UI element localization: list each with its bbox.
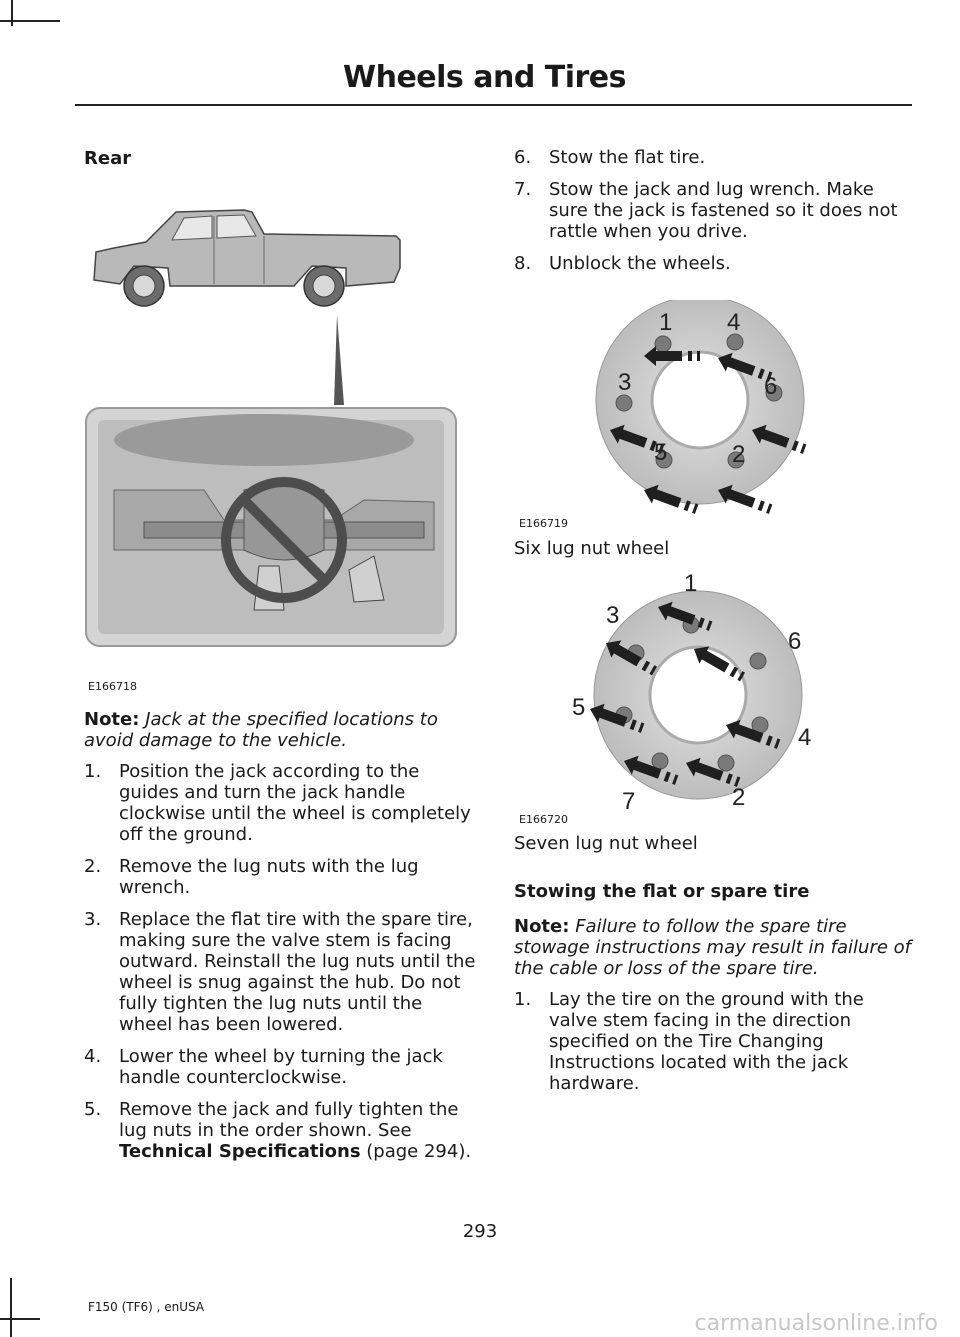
section-label-rear: Rear <box>84 148 132 169</box>
note-text: Jack at the specified locations to avoid damage to the vehicle. <box>84 709 438 751</box>
lug-label: 7 <box>622 788 636 810</box>
figure-code: E166720 <box>519 813 568 826</box>
lug-label: 6 <box>788 628 802 655</box>
lug-label: 2 <box>732 784 746 810</box>
lug-label: 3 <box>606 602 620 629</box>
list-item: 1. Lay the tire on the ground with the valve stem facing in the direction specified on the Tire Changing Instructions located with the jack hardware. <box>514 989 864 1094</box>
lug-label: 1 <box>659 309 673 336</box>
header-divider <box>75 104 912 106</box>
page-number: 293 <box>462 1221 498 1242</box>
list-item: 1. Position the jack according to the guides and turn the jack handle clockwise until the wheel is completely off the ground. <box>84 761 471 845</box>
pickup-truck-icon <box>94 210 400 306</box>
crop-mark <box>10 1278 12 1337</box>
seven-lug-wheel-diagram <box>514 565 914 810</box>
figure-code: E166719 <box>519 517 568 530</box>
note-label: Note: <box>84 709 140 730</box>
stowing-steps <box>514 989 864 1105</box>
lug-label: 3 <box>618 369 632 396</box>
list-item: 7. Stow the jack and lug wrench. Make sure the jack is fastened so it does not rattle when you drive. <box>514 179 898 242</box>
note-label: Note: <box>514 916 570 937</box>
figure-caption: Six lug nut wheel <box>514 538 670 559</box>
six-lug-wheel-diagram <box>514 300 914 515</box>
document-id: F150 (TF6) , enUSA <box>88 1300 205 1314</box>
lug-nut-icon <box>750 653 766 669</box>
procedure-steps-right <box>514 147 914 285</box>
lug-label: 4 <box>798 724 812 751</box>
list-item: 2. Remove the lug nuts with the lug wrench. <box>84 856 419 898</box>
rear-jack-point-illustration <box>84 190 464 700</box>
crop-mark <box>0 20 60 22</box>
lug-nut-icon <box>652 753 668 769</box>
note <box>84 709 464 751</box>
cross-reference-link[interactable]: Technical Specifications <box>119 1141 361 1162</box>
page-title: Wheels and Tires <box>343 60 626 95</box>
pointer-line <box>334 315 344 405</box>
list-item: 6. Stow the flat tire. <box>514 147 706 168</box>
list-item: 4. Lower the wheel by turning the jack handle counterclockwise. <box>84 1046 443 1088</box>
procedure-steps-left <box>84 761 476 1173</box>
lug-label: 6 <box>764 373 778 400</box>
lug-nut-icon <box>616 395 632 411</box>
lug-label: 1 <box>684 570 698 597</box>
lug-nut-icon <box>718 755 734 771</box>
lug-nut-icon <box>655 336 671 352</box>
lug-label: 2 <box>732 441 746 468</box>
figure-code: E166718 <box>88 680 137 693</box>
section-heading: Stowing the flat or spare tire <box>514 881 810 902</box>
crop-mark <box>0 1318 40 1320</box>
lug-nut-icon <box>727 334 743 350</box>
lug-label: 4 <box>727 309 741 336</box>
lug-label: 5 <box>654 439 668 466</box>
list-item: 5. Remove the jack and fully tighten the lug nuts in the order shown. See Technical Specifications (page 294). <box>84 1099 472 1162</box>
list-item: 8. Unblock the wheels. <box>514 253 731 274</box>
lug-label: 5 <box>572 694 586 721</box>
note-text: Failure to follow the spare tire stowage instructions may result in failure of the cable or loss of the spare tire. <box>514 916 911 979</box>
figure-caption: Seven lug nut wheel <box>514 833 698 854</box>
crop-mark <box>11 0 13 26</box>
watermark: carmanualsonline.info <box>694 1311 938 1336</box>
note <box>514 916 914 979</box>
list-item: 3. Replace the flat tire with the spare tire, making sure the valve stem is facing outward. Reinstall the lug nuts until the wheel is snug against the hub. Do not fully tighten the lug nuts until the wheel has been lowered. <box>84 909 476 1035</box>
